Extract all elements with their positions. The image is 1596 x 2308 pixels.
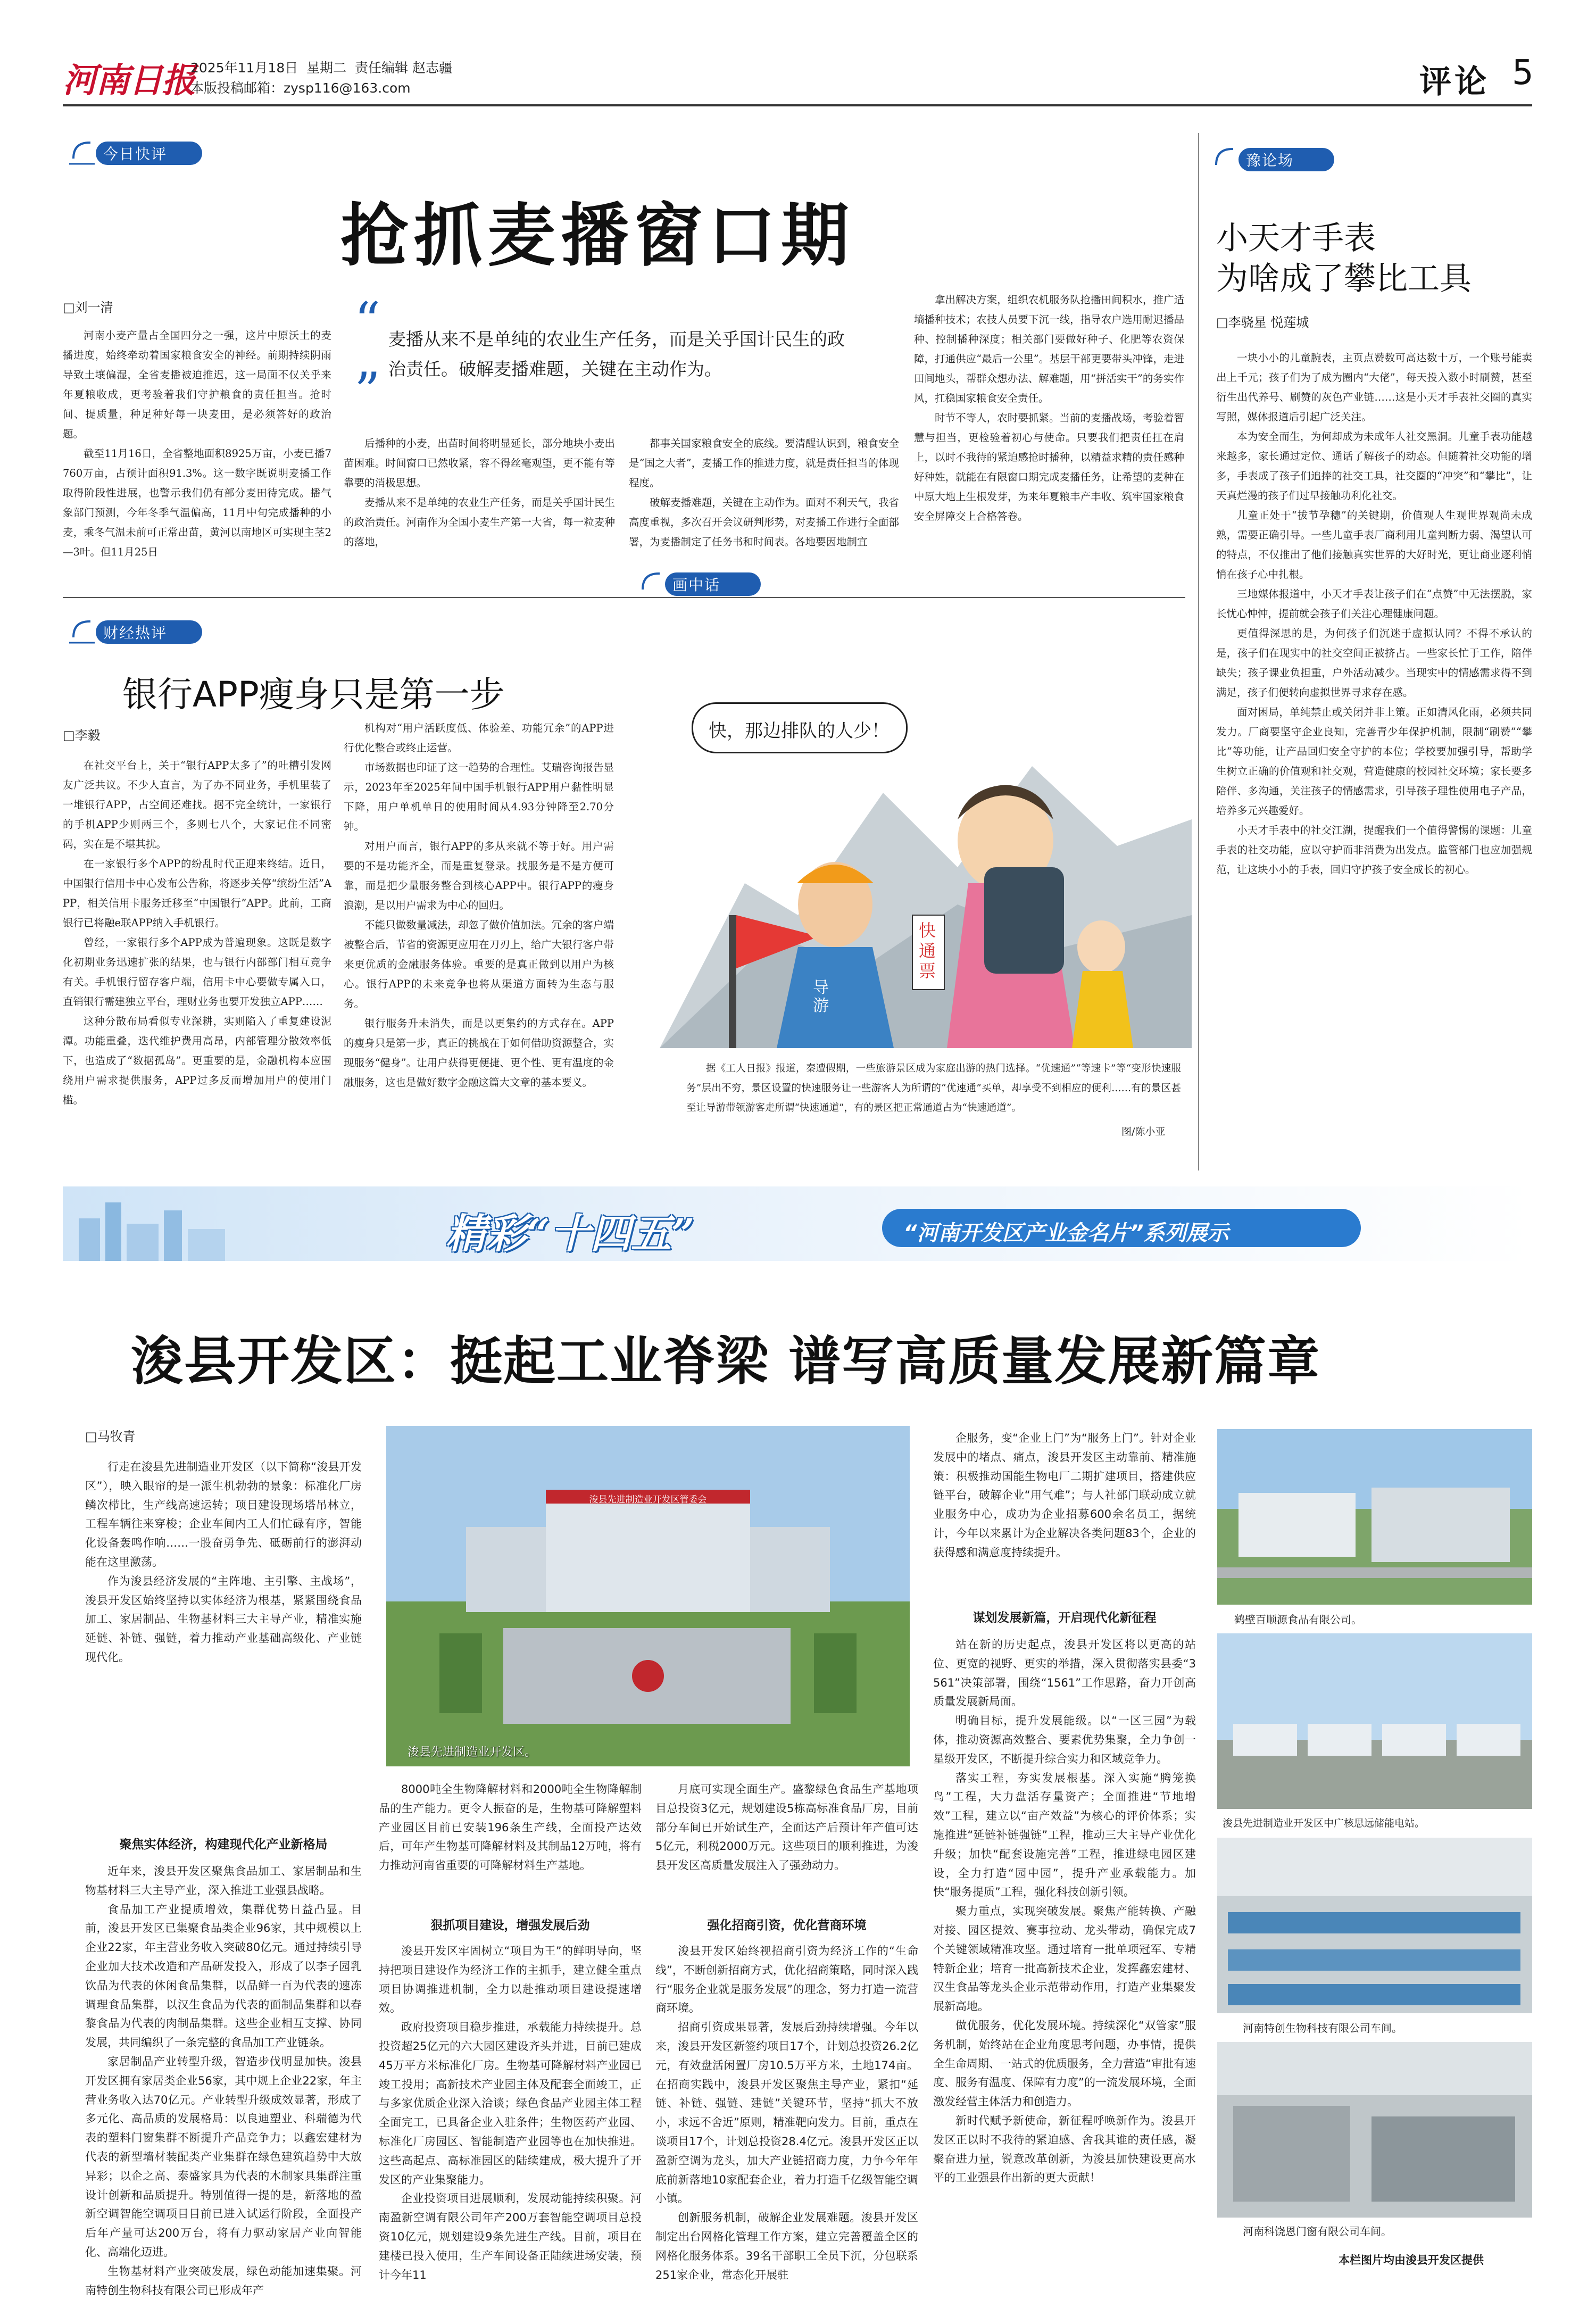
today-byline: □刘一清 xyxy=(63,300,113,315)
window-workshop-photo xyxy=(1217,2042,1532,2218)
masthead-rule xyxy=(63,104,1532,106)
finance-col2: 机构对“用户活跃度低、体验差、功能冗余”的APP进行优化整合或终止运营。 市场数据也印证了这一趋势的合理性。艾瑞咨询报告显示，2023年至2025年间中国手机银行APP用户黏性明显下降，用户单机单日的使用时间从4.93分钟降至2.70分钟。 对用户而言，银行APP的多从来就不等于好。用户需要的不是功能齐全，而是重复登录。找服务是不是方便可靠，而是把少量服务整合到核心APP中。银行APP的瘦身浪潮，是以用户需求为中心的回归。 不能只做数量减法，却忽了做价值加法。冗余的客户端被整合后，节省的资源更应用在刀刃上，给广大银行客户带来更优质的金融服务体验。重要的是真正做到以用户为核心。银行APP的未来竞争也将从渠道方面转为生态与服务。 银行服务升未消失，而是以更集约的方式存在。APP的瘦身只是第一步，真正的挑战在于如何借助资源整合，实现服务“健身”。让用户获得更便捷、更个性、更有温度的金融服务，这也是做好数字金融这篇大文章的基本要义。 xyxy=(344,722,614,1089)
yulun-divider xyxy=(1198,133,1199,1170)
feature-heading-3: 强化招商引资，优化营商环境 xyxy=(707,1919,867,1932)
finance-title: 银行APP瘦身只是第一步 xyxy=(122,674,505,715)
series-banner xyxy=(63,1186,1532,1261)
today-col4: 拿出解决方案，组织农机服务队抢播田间积水，推广适墒播种技术；农技人员要下沉一线，指导农户选用耐迟播品种、控制播种深度；相关部门要做好种子、化肥等农资保障，打通供应“最后一公里”。基层干部更要带头冲锋，走进田间地头，帮群众想办法、解难题，用“拼活实干”的务实作风，扛稳国家粮食安全责任。 时节不等人，农时要抓紧。当前的麦播战场，考验着智慧与担当，更检验着初心与使命。只要我们把责任扛在肩上，以时不我待的紧迫感抢时播种，以精益求精的责任感种好种姓，就能在有限窗口期完成麦播任务，让希望的麦种在中原大地上生根发芽，为来年夏粮丰产丰收、筑牢国家粮食安全屏障交上合格答卷。 xyxy=(914,294,1184,522)
side-photo-caption-1: 鹤壁百顺源食品有限公司。 xyxy=(1234,1613,1362,1626)
today-col1: 河南小麦产量占全国四分之一强，这片中原沃土的麦播进度，始终牵动着国家粮食安全的神经。前期持续阴雨导致土壤偏湿，全省麦播被迫推迟，这一局面不仅关乎来年夏粮收成，更考验着我们守护粮食的责任担当。抢时间、提质量，种足种好每一块麦田，是必须答好的政治题。 截至11月16日，全省整地面积8925万亩，小麦已播7760万亩，占预计面积91.3%。这一数字既说明麦播工作取得阶段性进展，也警示我们仍有部分麦田待完成。播气象部门预测，今年冬季气温偏高，11月中旬完成播种的小麦，乘冬气温未前可正常出苗，黄河以南地区可实现主茎2—3叶。但11月25日 xyxy=(63,329,331,558)
date-line: 2025年11月18日 星期二 责任编辑 赵志疆 xyxy=(190,60,452,76)
paper-logo: 河南日报 xyxy=(63,61,195,101)
quote-open-icon: “ xyxy=(354,292,381,351)
today-title: 抢抓麦播窗口期 xyxy=(340,196,855,276)
photo-credit: 本栏图片均由浚县开发区提供 xyxy=(1339,2254,1484,2267)
banner-series: “河南开发区产业金名片”系列展示 xyxy=(903,1221,1229,1246)
today-col2: 后播种的小麦，出苗时间将明显延长，部分地块小麦出苗困难。时间窗口已然收紧，容不得丝毫观望，更不能有等靠要的消极思想。 麦播从来不是单纯的农业生产任务，而是关乎国计民生的政治责任。河南作为全国小麦生产第一大省，每一粒麦种的落地， xyxy=(344,437,615,548)
ticket-label: 快通票 xyxy=(919,920,936,981)
email-line: 本版投稿邮箱：zysp116@163.com xyxy=(190,80,411,96)
yulun-byline: □李骁星 悦莲城 xyxy=(1216,315,1309,330)
cartoon-caption: 据《工人日报》报道，秦遭假期，一些旅游景区成为家庭出游的热门选择。“优速通”“等速卡”等“变形快速服务”层出不穷，景区设置的快速服务让一些游客人为所谓的“优速通”买单，却享受不到相应的便利……有的景区甚至让导游带领游客走所谓“快速通道”，有的景区把正常通道占为“快速通道”。 xyxy=(686,1063,1181,1114)
feature-col3-top: 月底可实现全面生产。盛黎绿色食品生产基地项目总投资3亿元，规划建设5栋高标准食品厂房，目前部分车间已开始试生产，全面达产后预计年产值可达5亿元，利税2000万元。这些项目的顺利推进，为浚县开发区高质量发展注入了强劲动力。 xyxy=(655,1783,918,1872)
masthead xyxy=(0,0,1596,106)
flag-label: 导游 xyxy=(813,978,829,1015)
factory-aerial-photo xyxy=(1217,1429,1532,1605)
feature-heading-2: 狠抓项目建设，增强发展后劲 xyxy=(430,1919,590,1932)
speech-text: 快，那边排队的人少！ xyxy=(709,720,890,742)
feature-heading-1: 聚焦实体经济，构建现代化产业新格局 xyxy=(119,1838,328,1852)
side-photo-1 xyxy=(1217,1429,1532,1605)
feature-body-1: 近年来，浚县开发区聚焦食品加工、家居制品和生物基材料三大主导产业，深入推进工业强县战略。 食品加工产业提质增效，集群优势日益凸显。目前，浚县开发区已集聚食品类企业96家，其中规模以上企业22家，年主营业务收入突破80亿元。通过持续引导企业加大技术改造和产品研发投入，形成了以李子园乳饮品为代表的休闲食品集群，以品鲜一百为代表的速冻调理食品集群，以汉生食品为代表的面制品集群和以春黎食品为代表的肉制品集群。这些企业相互支撑、协同发展，共同编织了一条完整的食品加工产业链条。 家居制品产业转型升级，智造步伐明显加快。浚县开发区拥有家居类企业56家，其中规上企业22家，年主营业务收入达70亿元。产业转型升级成效显著，形成了多元化、高品质的发展格局：以良迪塑业、科瑞德为代表的塑料门窗集群不断提升产品竞争力；以鑫宏建材为代表的新型墙材装配类产业集群在绿色建筑趋势中大放异彩；以企之高、泰盛家具为代表的木制家具集群注重设计创新和品质提升。特别值得一提的是，新落地的盈新空调智能空调项目目前已进入试运行阶段，全面投产后年产量可达200万台，将有力驱动家居产业向智能化、高端化迈进。 生物基材料产业突破发展，绿色动能加速集聚。河南特创生物科技有限公司已形成年产 xyxy=(85,1865,362,2297)
gate-sign: 浚县先进制造业开发区管委会 xyxy=(589,1495,707,1505)
today-divider xyxy=(63,597,1185,598)
main-photo-caption: 浚县先进制造业开发区。 xyxy=(408,1746,537,1759)
energy-storage-photo xyxy=(1217,1633,1532,1809)
feature-intro: 行走在浚县先进制造业开发区（以下简称“浚县开发区”），映入眼帘的是一派生机勃勃的景象：标准化厂房鳞次栉比，生产线高速运转；项目建设现场塔吊林立，工程车辆往来穿梭；企业车间内工人们忙碌有序，智能化设备轰鸣作响……一股奋勇争先、砥砺前行的澎湃动能在这里激荡。 作为浚县经济发展的“主阵地、主引擎、主战场”，浚县开发区始终坚持以实体经济为根基，紧紧围绕食品加工、家居制品、生物基材料三大主导产业，精准实施延链、补链、强链，着力推动产业基础高级化、产业链现代化。 xyxy=(85,1460,362,1664)
side-photo-4 xyxy=(1217,2042,1532,2218)
workshop-photo xyxy=(1217,1838,1532,2013)
feature-body-4: 站在新的历史起点，浚县开发区将以更高的站位、更宽的视野、更实的举措，深入贯彻落实县委“3561”决策部署，围绕“1561”工作思路，奋力开创高质量发展新局面。 明确目标，提升发展能级。以“一区三园”为载体，推动资源高效整合、要素优势集聚，全力争创一星级开发区，不断提升综合实力和区域竞争力。 落实工程，夯实发展根基。深入实施“腾笼换鸟”工程，大力盘活存量资产；全面推进“节地增效”工程，建立以“亩产效益”为核心的评价体系；实施推进“延链补链强链”工程，推动三大主导产业优化升级；加快“配套设施完善”工程，推进绿电园区建设，全力打造“园中园”，提升产业承载能力。加快“服务提质”工程，强化科技创新引领。 聚力重点，实现突破发展。聚焦产能转换、产融对接、园区提效、赛事拉动、龙头带动，确保完成7个关键领域精准攻坚。通过培育一批单项冠军、专精特新企业；培育一批高新技术企业，发挥鑫宏建材、汉生食品等龙头企业示范带动作用，打造产业集聚发展新高地。 做优服务，优化发展环境。持续深化“双管家”服务机制，始终站在企业角度思考问题，办事情，提供全生命周期、一站式的优质服务，全力营造“审批有速度、服务有温度、保障有力度”的一流发展环境，全面激发经营主体活力和创造力。 新时代赋予新使命，新征程呼唤新作为。浚县开发区正以时不我待的紧迫感、舍我其谁的责任感，凝聚奋进力量，锐意改革创新，为浚县加快建设更高水平的工业强县作出新的更大贡献！ xyxy=(933,1638,1196,2185)
cartoon-drawing xyxy=(660,617,1192,1048)
cartoon-illustration xyxy=(660,617,1192,1048)
quote-close-icon: ” xyxy=(354,362,381,421)
feature-byline: □马牧青 xyxy=(85,1429,136,1444)
today-column-tag: 今日快评 xyxy=(69,138,213,167)
feature-col2-top: 8000吨全生物降解材料和2000吨全生物降解制品的生产能力。更令人振奋的是，生物基可降解塑料产业园区目前已安装196条生产线，全面投产达效后，可年产生物基可降解材料及其制品12万吨，将有力推动河南省重要的可降解材料生产基地。 xyxy=(379,1783,642,1872)
finance-byline: □李毅 xyxy=(63,728,101,743)
finance-col1: 在社交平台上，关于“银行APP太多了”的吐槽引发网友广泛共议。不少人直言，为了办不同业务，手机里装了一堆银行APP，占空间还难找。据不完全统计，一家银行的手机APP少则两三个，多则七八个，大家记住不同密码，实在是不堪其扰。 在一家银行多个APP的纷乱时代正迎来终结。近日，中国银行信用卡中心发布公告称，将逐步关停“缤纷生活”APP，相关信用卡服务迁移至“中国银行”APP。此前，工商银行已将融e联APP纳入手机银行。 曾经，一家银行多个APP成为普遍现象。这既是数字化初期业务迅速扩张的结果，也与银行内部部门相互竞争有关。手机银行留存客户端，信用卡中心要做专属入口，直销银行需建独立平台，理财业务也要开发独立APP…… 这种分散布局看似专业深耕，实则陷入了重复建设泥潭。功能重叠，迭代维护费用高昂，内部管理分散效率低下，也造成了“数据孤岛”。更重要的是，金融机构本应围绕用户需求提供服务，APP过多反而增加用户的使用门槛。 xyxy=(63,759,331,1106)
feature-title: 浚县开发区：挺起工业脊梁 谱写高质量发展新篇章 xyxy=(131,1331,1321,1392)
section-name: 评论 xyxy=(1419,63,1490,101)
cartoon-credit: 图/陈小亚 xyxy=(1121,1126,1166,1138)
side-photo-caption-4: 河南科饶恩门窗有限公司车间。 xyxy=(1243,2225,1392,2238)
yulun-body: 一块小小的儿童腕表，主页点赞数可高达数十万，一个账号能卖出上千元；孩子们为了成为圈内“大佬”，每天投入数小时刷赞，甚至衍生出代养号、刷赞的灰色产业链……这是小天才手表社交圈的真实写照，媒体报道后引起广泛关注。 本为安全而生，为何却成为未成年人社交黑洞。儿童手表功能越来越多，家长通过定位、通话了解孩子的动态。但随着社交功能的增多，手表成了孩子们追捧的社交工具，社交圈的“冲突”和“攀比”，让天真烂漫的孩子们过早接触功利化社交。 儿童正处于“拔节孕穗”的关键期，价值观人生观世界观尚未成熟，需要正确引导。一些儿童手表厂商利用儿童判断力弱、渴望认可的特点，不仅推出了他们接触真实世界的大好时光，更让商业逐利悄悄在孩子心中扎根。 三地媒体报道中，小天才手表让孩子们在“点赞”中无法摆脱，家长忧心忡忡，提前就会孩子们关注心理健康问题。 更值得深思的是，为何孩子们沉迷于虚拟认同？不得不承认的是，孩子们在现实中的社交空间正被挤占。一些家长忙于工作，陪伴缺失；孩子课业负担重，户外活动减少。当现实中的情感需求得不到满足，孩子们便转向虚拟世界寻求存在感。 面对困局，单纯禁止或关闭并非上策。正如清风化雨，必须共同发力。厂商要坚守企业良知，完善青少年保护机制，限制“刷赞”“攀比”等功能，让产品回归安全守护的本位；学校要加强引导，帮助学生树立正确的价值观和社交观，营造健康的校园社交环境；家长要多陪伴、多沟通，关注孩子的情感需求，引导孩子理性使用电子产品，培养多元兴趣爱好。 小天才手表中的社交江湖，提醒我们一个值得警惕的课题：儿童手表的社交功能，应以守护而非消费为出发点。监管部门也应加强规范，让这块小小的手表，回归守护孩子安全成长的初心。 xyxy=(1216,352,1532,876)
side-photo-caption-2: 浚县先进制造业开发区中广核思远储能电站。 xyxy=(1223,1817,1425,1829)
yulun-title-line1: 小天才手表 xyxy=(1216,220,1376,257)
building-photo xyxy=(386,1426,910,1766)
yulun-title-line2: 为啥成了攀比工具 xyxy=(1216,260,1472,297)
pullquote-text: 麦播从来不是单纯的农业生产任务，而是关乎国计民生的政治责任。破解麦播难题，关键在主动作为。 xyxy=(388,329,845,379)
main-photo xyxy=(386,1426,910,1766)
side-photo-3 xyxy=(1217,1838,1532,2013)
finance-column-tag: 财经热评 xyxy=(69,617,213,646)
feature-body-3: 浚县开发区始终视招商引资为经济工作的“生命线”，不断创新招商方式，优化招商策略，同时深入践行“服务企业就是服务发展”的理念，努力打造一流营商环境。 招商引资成果显著，发展后劲持续增强。今年以来，浚县开发区新签约项目17个，计划总投资26.2亿元，有效盘活闲置厂房10.5万平方米，土地174亩。在招商实践中，浚县开发区聚焦主导产业，紧扣“延链、补链、强链、建链”关键环节，坚持“抓大不放小，求远不舍近”原则，精准靶向发力。目前，重点在谈项目17个，计划总投资28.4亿元。浚县开发区正以盈新空调为龙头，加大产业链招商力度，力争今年年底前新落地10家配套企业，着力打造千亿级智能空调小镇。 创新服务机制，破解企业发展难题。浚县开发区制定出台网格化管理工作方案，建立完善覆盖全区的网格化服务体系。39名干部职工全员下沉，分包联系251家企业，常态化开展驻 xyxy=(655,1945,918,2281)
side-photo-2 xyxy=(1217,1633,1532,1809)
side-photo-caption-3: 河南特创生物科技有限公司车间。 xyxy=(1243,2022,1402,2035)
feature-body-2: 浚县开发区牢固树立“项目为王”的鲜明导向，坚持把项目建设作为经济工作的主抓手，建立健全重点项目协调推进机制，全力以赴推动项目建设提速增效。 政府投资项目稳步推进，承载能力持续提升。总投资超25亿元的六大园区建设齐头并进，目前已建成45万平方米标准化厂房。生物基可降解材料产业园已竣工投用；高新技术产业园主体及配套全面竣工，正与多家优质企业深入洽谈；绿色食品产业园主体工程全面完工，已具备企业入驻条件；生物医药产业园、标准化厂房园区、智能制造产业园等也在加快推进。这些高起点、高标准园区的陆续建成，极大提升了开发区的产业集聚能力。 企业投资项目进展顺利，发展动能持续积聚。河南盈新空调有限公司年产200万套智能空调项目总投资10亿元，规划建设9条先进生产线。目前，项目在建楼已投入使用，生产车间设备正陆续进场安装，预计今年11 xyxy=(379,1945,642,2281)
cartoon-tag: 画中话 xyxy=(638,569,777,598)
today-col3: 都事关国家粮食安全的底线。要清醒认识到，粮食安全是“国之大者”，麦播工作的推进力度，就是责任担当的体现程度。 破解麦播难题，关键在主动作为。面对不利天气，我省高度重视，多次召开会议研判形势，对麦播工作进行全面部署，为麦播制定了任务书和时间表。各地要因地制宜 xyxy=(629,437,899,548)
page-number: 5 xyxy=(1512,53,1534,93)
skyline-icon xyxy=(63,1186,435,1261)
feature-heading-4: 谋划发展新篇，开启现代化新征程 xyxy=(972,1611,1157,1625)
yulun-tag: 豫论场 xyxy=(1212,145,1350,173)
feature-col4-top: 企服务，变“企业上门”为“服务上门”。针对企业发展中的堵点、痛点，浚县开发区主动靠前、精准施策：积极推动国能生物电厂二期扩建项目，搭建供应链平台，破解企业“用气难”；与人社部门联动成立就业服务中心，成功为企业招募600余名员工，据统计，今年以来累计为企业解决各类问题83个，企业的获得感和满意度持续提升。 xyxy=(933,1432,1196,1559)
banner-kicker: 精彩“十四五” xyxy=(446,1210,695,1257)
